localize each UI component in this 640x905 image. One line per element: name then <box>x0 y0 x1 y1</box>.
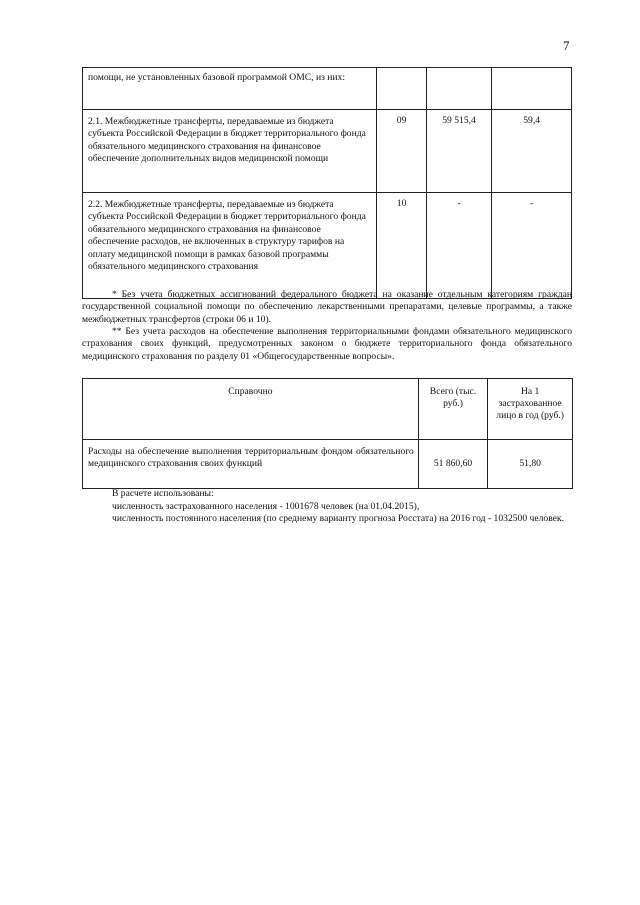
row-total <box>426 68 491 110</box>
calculation-notes <box>82 488 572 526</box>
footnote-double-asterisk: ** Без учета расходов на обеспечение выполнения территориальными фондами обязательного медицинского страхования своих функций, предусмотренных законом о бюджете территориального фонда обязательного медицинского страхования по разделу 01 «Общегосударственные вопросы». <box>82 326 572 362</box>
row-label: Расходы на обеспечение выполнения территориальным фондом обязательного медицинского страхования своих функций <box>83 440 419 489</box>
row-total: 51 860,60 <box>418 440 488 489</box>
funding-table <box>82 67 572 299</box>
row-per-person: - <box>492 193 572 299</box>
row-per-person <box>492 68 572 110</box>
row-per-person: 59,4 <box>492 110 572 193</box>
row-code <box>377 68 427 110</box>
row-code: 10 <box>377 193 427 299</box>
table-row <box>83 110 572 193</box>
row-description: 2.1. Межбюджетные трансферты, передаваемые из бюджета субъекта Российской Федерации в бюджет территориального фонда обязательного медицинского страхования на финансовое обеспечение дополнительных видов медицинской помощи <box>83 110 377 193</box>
notes-insured-population: численность застрахованного населения - 1001678 человек (на 01.04.2015), <box>112 500 420 512</box>
notes-resident-population: численность постоянного населения (по среднему варианту прогноза Росстата) на 2016 год - 1032500 человек. <box>112 513 564 524</box>
header-total: Всего (тыс. руб.) <box>418 379 488 440</box>
row-per-insured: 51,80 <box>488 440 573 489</box>
table-header-row <box>83 379 573 440</box>
row-total: - <box>426 193 491 299</box>
reference-table <box>82 378 573 489</box>
notes-heading: В расчете использованы: <box>112 488 214 499</box>
footnote-single-asterisk: * Без учета бюджетных ассигнований федерального бюджета на оказание отдельным категориям граждан государственной социальной помощи по обеспечению лекарственными препаратами, целевые программы, а также межбюджетных трансфертов (строки 06 и 10). <box>82 289 572 325</box>
table-row <box>83 440 573 489</box>
table-row <box>83 68 572 110</box>
row-code: 09 <box>377 110 427 193</box>
table-row <box>83 193 572 299</box>
row-description: 2.2. Межбюджетные трансферты, передаваемые из бюджета субъекта Российской Федерации в бюджет территориального фонда обязательного медицинского страхования на финансовое обеспечение расходов, не включенных в структуру тарифов на оплату медицинской помощи в рамках базовой программы обязательного медицинского страхования <box>83 193 377 299</box>
row-description: помощи, не установленных базовой программой ОМС, из них: <box>83 68 377 110</box>
header-per-insured: На 1 застрахованное лицо в год (руб.) <box>488 379 573 440</box>
row-total: 59 515,4 <box>426 110 491 193</box>
header-reference: Справочно <box>83 379 419 440</box>
page-number: 7 <box>563 38 570 53</box>
